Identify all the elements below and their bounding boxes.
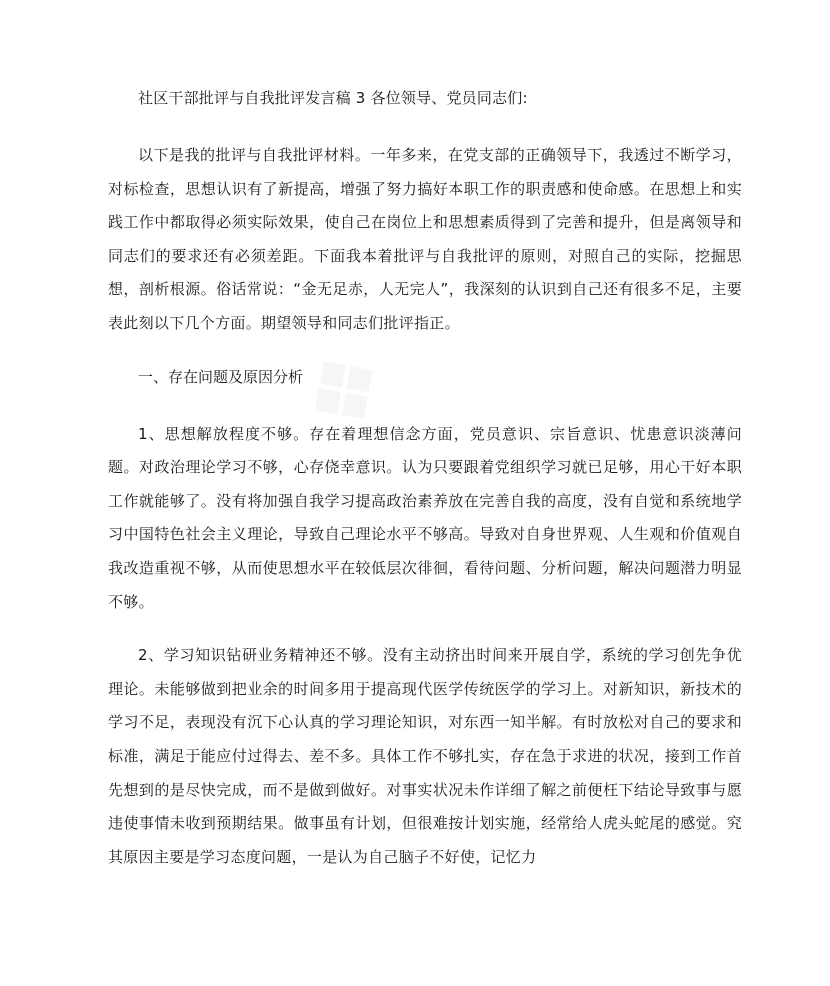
- intro-paragraph: 以下是我的批评与自我批评材料。一年多来，在党支部的正确领导下，我透过不断学习，对标检查，思想认识有了新提高，增强了努力搞好本职工作的职责感和使命感。在思想上和实践工作中都取得必须实际效果，使自己在岗位上和思想素质得到了完善和提升，但是离领导和同志们的要求还有必须差距。下面我本着批评与自我批评的原则，对照自己的实际，挖掘思想，剖析根源。俗话常说：“金无足赤，人无完人”，我深刻的认识到自己还有很多不足，主要表此刻以下几个方面。期望领导和同志们批评指正。: [108, 146, 742, 332]
- document-body: [108, 82, 742, 894]
- section-heading: 一、存在问题及原因分析: [138, 367, 304, 386]
- point-1-paragraph: 1、思想解放程度不够。存在着理想信念方面，党员意识、宗旨意识、忧患意识淡薄问题。对政治理论学习不够，心存侥幸意识。认为只要跟着党组织学习就已足够，用心干好本职工作就能够了。没有将加强自我学习提高政治素养放在完善自我的高度，没有自觉和系统地学习中国特色社会主义理论，导致自己理论水平不够高。导致对自身世界观、人生观和价值观自我改造重视不够，从而使思想水平在较低层次徘徊，看待问题、分析问题，解决问题潜力明显不够。: [108, 424, 742, 611]
- point-2-paragraph: 2、学习知识钻研业务精神还不够。没有主动挤出时间来开展自学，系统的学习创先争优理论。未能够做到把业余的时间多用于提高现代医学传统医学的学习上。对新知识，新技术的学习不足，表现没有沉下心认真的学习理论知识，对东西一知半解。有时放松对自己的要求和标准，满足于能应付过得去、差不多。具体工作不够扎实，存在急于求进的状况，接到工作首先想到的是尽快完成，而不是做到做好。对事实状况未作详细了解之前便枉下结论导致事与愿违使事情未收到预期结果。做事虽有计划，但很难按计划实施，经常给人虎头蛇尾的感觉。究其原因主要是学习态度问题，一是认为自己脑子不好使，记忆力: [108, 646, 742, 866]
- document-title-line: 社区干部批评与自我批评发言稿 3 各位领导、党员同志们:: [138, 89, 528, 107]
